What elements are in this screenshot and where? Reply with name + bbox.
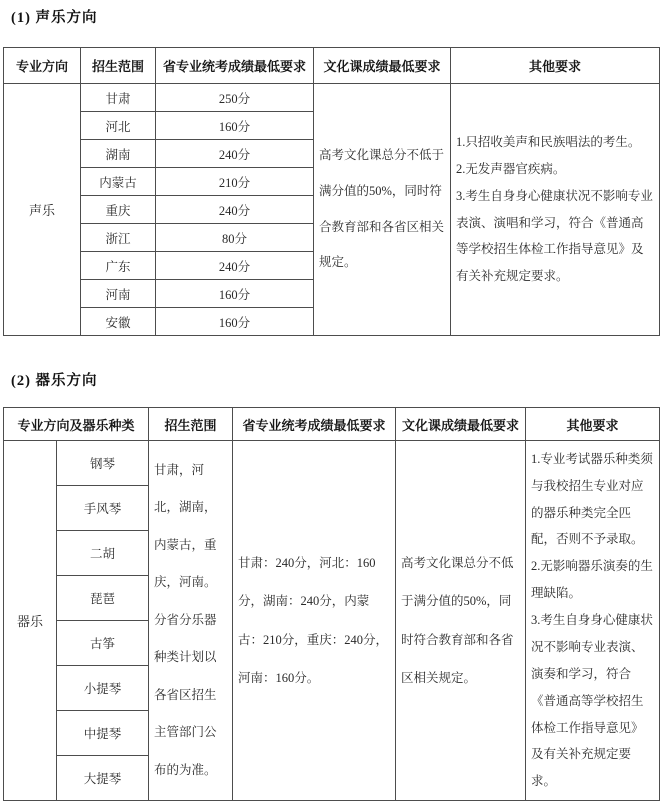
score-cell: 160分 <box>156 112 314 140</box>
instrument-row <box>4 441 660 486</box>
instrument-cell: 小提琴 <box>57 666 149 711</box>
instrument-cell: 琵琶 <box>57 576 149 621</box>
province-cell: 河南 <box>81 280 156 308</box>
province-cell: 内蒙古 <box>81 168 156 196</box>
province-cell: 浙江 <box>81 224 156 252</box>
vocal-row <box>4 84 660 112</box>
requirement-item: 1.专业考试器乐种类须与我校招生专业对应的器乐种类完全匹配，否则不予录取。 <box>531 451 653 547</box>
score-cell: 160分 <box>156 280 314 308</box>
vocal-header-culture-score: 文化课成绩最低要求 <box>314 48 451 84</box>
instrumental-header-other: 其他要求 <box>526 408 660 441</box>
province-cell: 重庆 <box>81 196 156 224</box>
vocal-header-scope: 招生范围 <box>81 48 156 84</box>
vocal-header-other: 其他要求 <box>451 48 660 84</box>
vocal-culture-cell: 高考文化课总分不低于满分值的50%，同时符合教育部和各省区相关规定。 <box>314 84 451 336</box>
instrumental-major-cell: 器乐 <box>4 441 57 801</box>
instrumental-table <box>3 407 660 801</box>
score-cell: 210分 <box>156 168 314 196</box>
vocal-header-exam-score: 省专业统考成绩最低要求 <box>156 48 314 84</box>
score-cell: 240分 <box>156 140 314 168</box>
province-cell: 安徽 <box>81 308 156 336</box>
instrument-cell: 大提琴 <box>57 756 149 801</box>
province-cell: 广东 <box>81 252 156 280</box>
instrumental-other-cell <box>526 441 660 801</box>
province-cell: 河北 <box>81 112 156 140</box>
requirement-item: 3.考生自身身心健康状况不影响专业表演、演奏和学习，符合《普通高等学校招生体检工作指导意见》及有关补充规定要求。 <box>531 613 653 789</box>
instrumental-header-row <box>4 408 660 441</box>
instrument-cell: 古筝 <box>57 621 149 666</box>
province-cell: 甘肃 <box>81 84 156 112</box>
vocal-other-cell <box>451 84 660 336</box>
instrument-cell: 手风琴 <box>57 486 149 531</box>
section-title-vocal: (1) 声乐方向 <box>11 10 98 26</box>
province-cell: 湖南 <box>81 140 156 168</box>
requirement-item: 2.无发声器官疾病。 <box>456 161 566 176</box>
score-cell: 160分 <box>156 308 314 336</box>
instrumental-table-body <box>4 441 660 801</box>
instrumental-scope-cell: 甘肃，河北，湖南，内蒙古，重庆，河南。分省分乐器种类计划以各省区招生主管部门公布的为准。 <box>149 441 233 801</box>
instrument-cell: 中提琴 <box>57 711 149 756</box>
requirement-item: 3.考生自身身心健康状况不影响专业表演、演唱和学习，符合《普通高等学校招生体检工作指导意见》及有关补充规定要求。 <box>456 188 653 284</box>
instrumental-header-culture-score: 文化课成绩最低要求 <box>396 408 526 441</box>
vocal-header-major: 专业方向 <box>4 48 81 84</box>
vocal-header-row <box>4 48 660 84</box>
vocal-table <box>3 47 660 336</box>
instrumental-culture-cell: 高考文化课总分不低于满分值的50%，同时符合教育部和各省区相关规定。 <box>396 441 526 801</box>
instrumental-scores-cell: 甘肃：240分，河北：160分，湖南：240分，内蒙古：210分，重庆：240分，河南：160分。 <box>233 441 396 801</box>
vocal-major-cell: 声乐 <box>4 84 81 336</box>
instrumental-header-exam-score: 省专业统考成绩最低要求 <box>233 408 396 441</box>
requirement-item: 1.只招收美声和民族唱法的考生。 <box>456 134 641 149</box>
instrument-cell: 钢琴 <box>57 441 149 486</box>
vocal-table-body <box>4 84 660 336</box>
instrument-cell: 二胡 <box>57 531 149 576</box>
instrumental-header-major: 专业方向及器乐种类 <box>4 408 149 441</box>
score-cell: 80分 <box>156 224 314 252</box>
score-cell: 240分 <box>156 252 314 280</box>
score-cell: 250分 <box>156 84 314 112</box>
requirement-item: 2.无影响器乐演奏的生理缺陷。 <box>531 559 653 601</box>
section-title-instrumental: (2) 器乐方向 <box>11 373 98 389</box>
instrumental-header-scope: 招生范围 <box>149 408 233 441</box>
score-cell: 240分 <box>156 196 314 224</box>
